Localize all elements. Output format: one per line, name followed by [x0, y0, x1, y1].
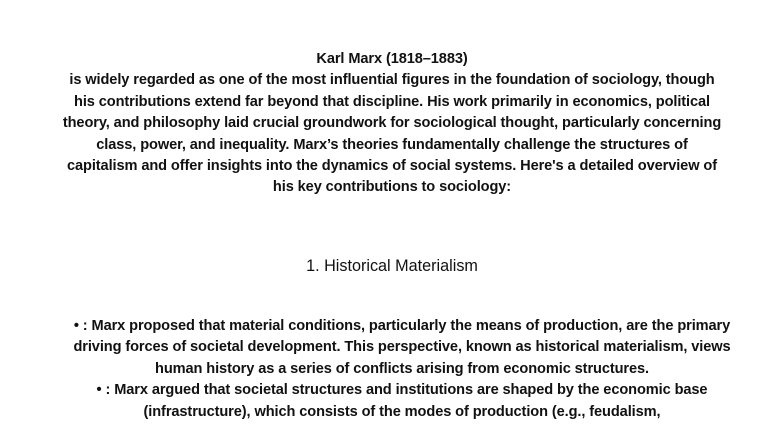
intro-text: is widely regarded as one of the most influential figures in the foundation of sociology, though his contributions extend far beyond that discipline. His work primarily in economics, political theory, and philosophy laid crucial groundwork for sociological thought, particularly concerning class, power, and inequality. Marx’s theories fundamentally challenge the structures of capitalism and offer insights into the dynamics of social systems. Here's a detailed overview of his key contributions to sociology: — [62, 72, 722, 196]
bullet-item: • : Marx proposed that material conditions, particularly the means of production, are the primary driving forces of societal development. This perspective, known as historical materialism, views human history as a series of conflicts arising from economic structures. — [73, 318, 731, 377]
section-heading: 1. Historical Materialism — [306, 257, 478, 275]
intro-paragraph — [60, 49, 724, 199]
document-title: Karl Marx (1818–1883) — [316, 51, 468, 67]
bullet-list — [62, 316, 742, 423]
bullet-item: • : Marx argued that societal structures and institutions are shaped by the economic base (infrastructure), which consists of the modes of production (e.g., feudalism, — [96, 382, 708, 420]
